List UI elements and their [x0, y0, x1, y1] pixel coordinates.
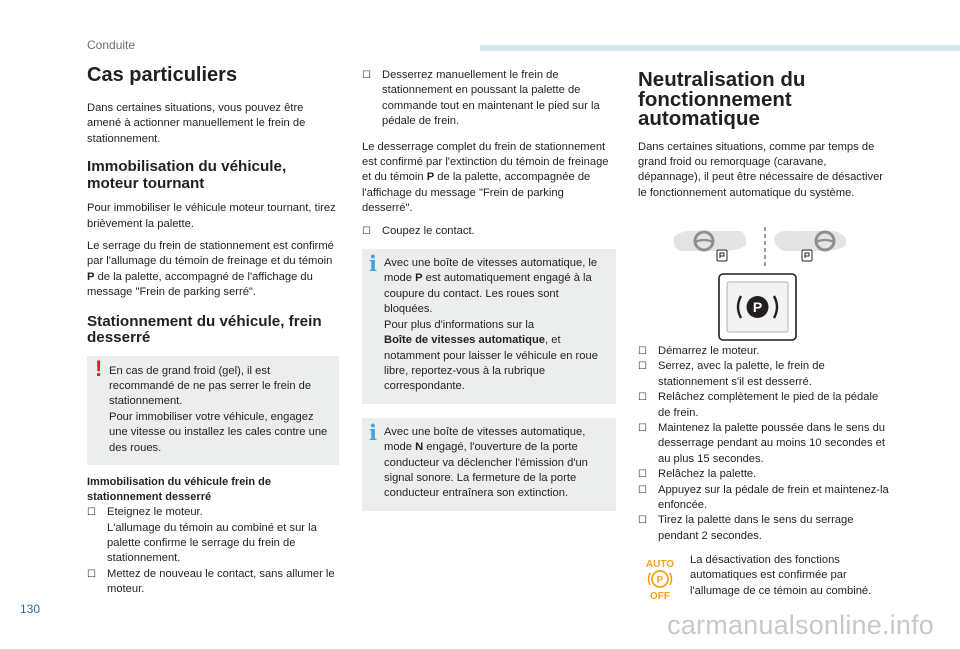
heading-parked: Stationnement du véhicule, frein desserré — [87, 312, 322, 347]
warning-box — [87, 356, 339, 465]
right-intro: Dans certaines situations, comme par temps de grand froid ou remorquage (caravane, dépannage), il peut être nécessaire de désactiver le fonctionnement automatique du système. — [638, 140, 884, 199]
middle-steps-1 — [362, 68, 616, 130]
middle-column — [362, 68, 616, 521]
info-box-automatic-p: i Avec une boîte de vitesses automatique, le mode P est automatiquement engagé à la coupure du contact. Les roues sont bloquées. Pour plus d'informations sur la Boîte de vitesses automatique, et notamment pour laisser le véhicule en roue libre, reportez-vous à la rubrique correspondante. — [362, 249, 616, 404]
svg-text:AUTO: AUTO — [645, 559, 675, 570]
list-item: ☐ Relâchez complètement le pied de la pédale de frein. — [638, 390, 890, 421]
info-icon: i — [369, 419, 377, 445]
list-item: ☐ Démarrez le moteur. — [638, 344, 890, 359]
list-item: ☐ Appuyez sur la pédale de frein et maintenez-la enfoncée. — [638, 483, 890, 514]
list-item: ☐ Tirez la palette dans le sens du serrage pendant 2 secondes. — [638, 513, 890, 544]
info-icon: i — [369, 251, 377, 277]
left-steps — [87, 505, 339, 597]
watermark: carmanualsonline.info — [667, 610, 934, 640]
heading-running: Immobilisation du véhicule, moteur tournant — [87, 158, 287, 192]
header-bar — [480, 45, 960, 51]
parking-brake-switch-icon — [719, 274, 796, 340]
svg-text:OFF: OFF — [650, 591, 670, 601]
steering-wheel-left-icon — [674, 231, 746, 261]
list-item: ☐ Relâchez la palette. — [638, 467, 890, 482]
info-box-automatic-n: i Avec une boîte de vitesses automatique, mode N engagé, l'ouverture de la porte conducteur va déclencher l'émission d'un signal sonore. La fermeture de la porte conducteur entraînera son extinction. — [362, 418, 616, 511]
list-item: ☐ Mettez de nouveau le contact, sans allumer le moteur. — [87, 567, 339, 598]
warning-text-1: En cas de grand froid (gel), il est recommandé de ne pas serrer le frein de stationnement. — [109, 364, 312, 408]
list-item: ☐ Coupez le contact. — [362, 224, 616, 239]
section-label: Conduite — [87, 38, 136, 52]
left-column — [87, 64, 339, 598]
intro-text: Dans certaines situations, vous pouvez être amené à actionner manuellement le frein de stationnement. — [87, 102, 306, 145]
auto-p-off-warning-icon — [640, 557, 680, 601]
svg-text:P: P — [656, 575, 664, 586]
right-steps-wrapper — [638, 344, 890, 544]
release-text: Le desserrage complet du frein de stationnement est confirmé par l'extinction du témoin de freinage et du témoin P de la palette, accompagnée de l'affichage du message "Frein de parking desserré". — [362, 140, 609, 215]
page-title: Cas particuliers — [87, 64, 238, 86]
steering-wheel-right-icon — [774, 231, 846, 261]
right-column — [638, 70, 888, 208]
parking-brake-illustration — [660, 225, 860, 345]
right-steps — [638, 344, 890, 544]
right-title: Neutralisation du fonctionnement automatique — [638, 68, 806, 130]
page-number: 130 — [20, 602, 41, 616]
heading-stop: Immobilisation du véhicule frein de stationnement desserré — [87, 476, 271, 504]
running-text-2: Le serrage du frein de stationnement est confirmé par l'allumage du témoin de freinage et du témoin P de la palette, accompagné de l'affichage du message "Frein de parking serré". — [87, 240, 334, 299]
list-item: ☐ Maintenez la palette poussée dans le sens du desserrage pendant au moins 10 secondes et au plus 15 secondes. — [638, 421, 890, 467]
warning-icon: ! — [95, 355, 103, 381]
list-item: ☐ Serrez, avec la palette, le frein de stationnement s'il est desserré. — [638, 359, 890, 390]
list-item: ☐ Desserrez manuellement le frein de stationnement en poussant la palette de commande tout en maintenant le pied sur la pédale de frein. — [362, 68, 616, 130]
auto-off-text: La désactivation des fonctions automatiques est confirmée par l'allumage de ce témoin au combiné. — [690, 554, 872, 597]
running-text-1: Pour immobiliser le véhicule moteur tournant, tirez brièvement la palette. — [87, 202, 336, 230]
svg-text:P: P — [752, 299, 763, 315]
list-item: ☐ Eteignez le moteur. L'allumage du témoin au combiné et sur la palette confirme le serrage du frein de stationnement. — [87, 505, 339, 567]
warning-text-2: Pour immobiliser votre véhicule, engagez une vitesse ou installez les cales contre une des roues. — [109, 410, 328, 454]
middle-steps-2 — [362, 224, 616, 239]
